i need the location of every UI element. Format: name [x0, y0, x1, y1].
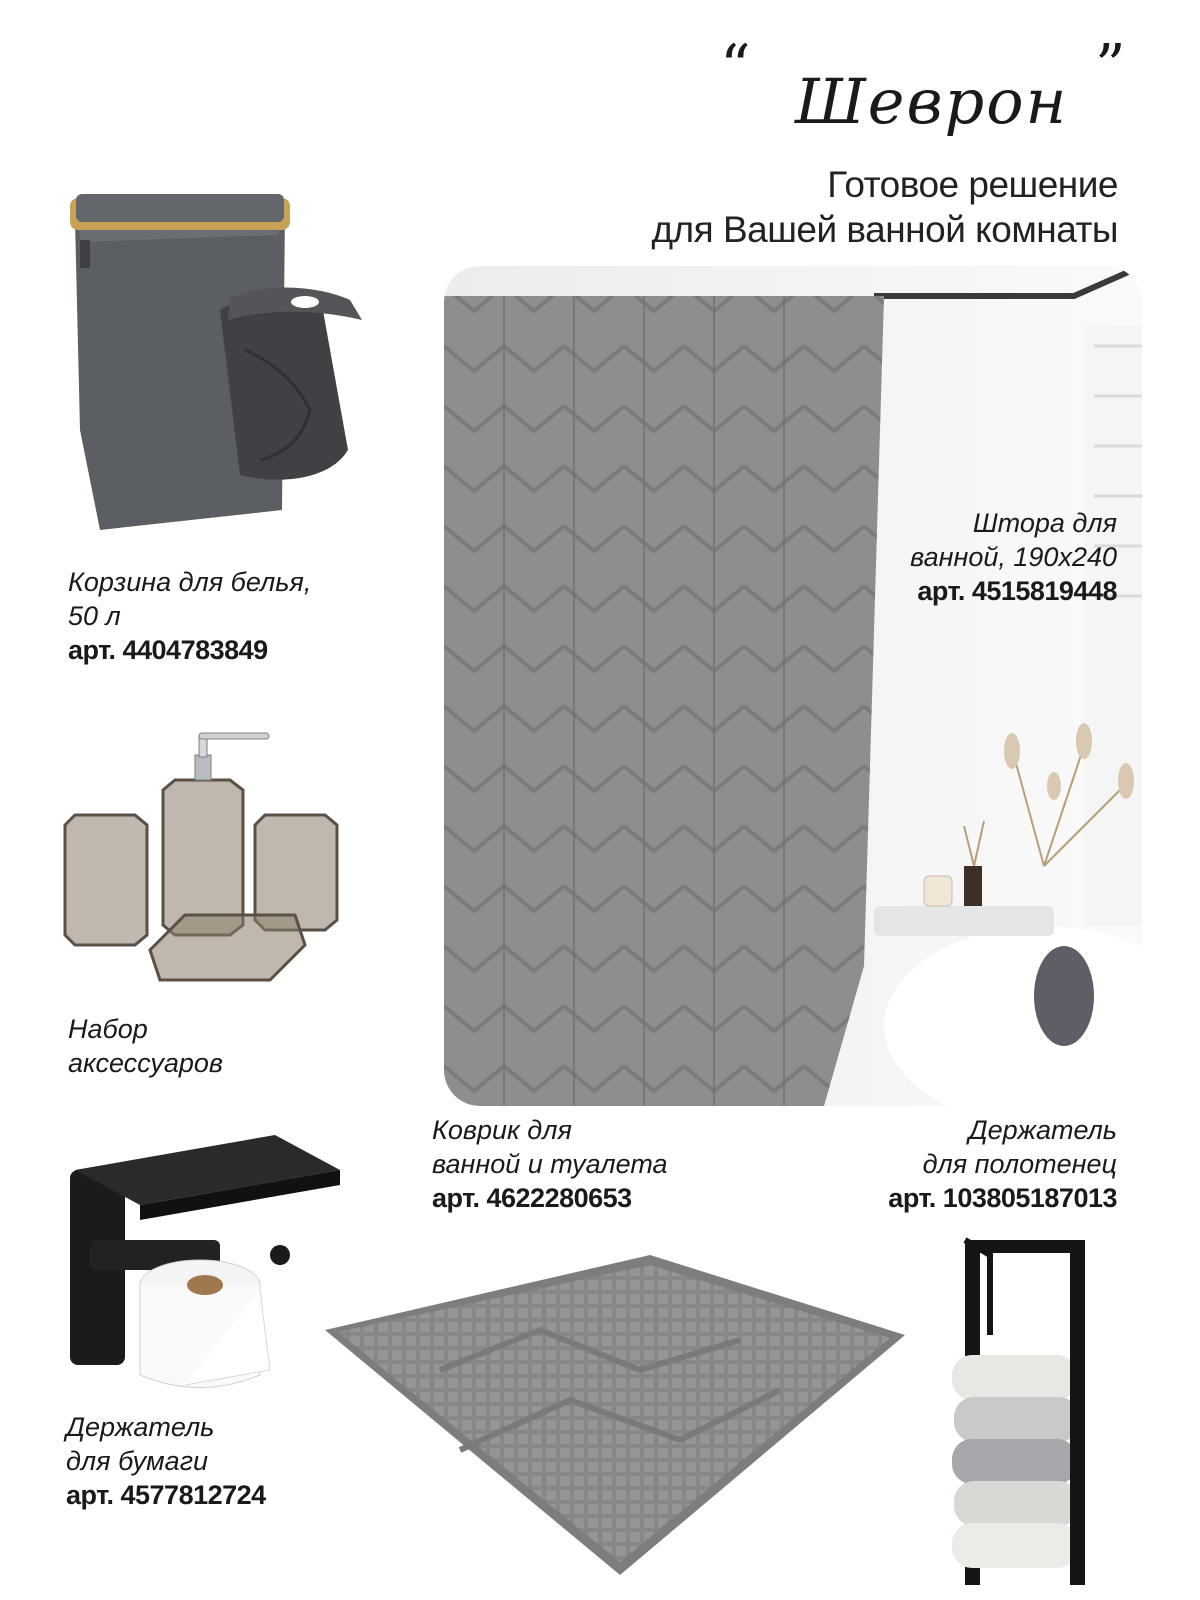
accessories-caption [68, 1012, 368, 1080]
hamper-title-line2: 50 л [68, 601, 121, 631]
curtain-title-line1: Штора для [972, 508, 1117, 538]
curtain-sku: арт. 4515819448 [917, 576, 1117, 606]
paper-holder-title-line1: Держатель [66, 1412, 215, 1442]
tagline-line-2: для Вашей ванной комнаты [651, 209, 1118, 250]
curtain-caption [760, 506, 1117, 608]
quote-open: “ [720, 32, 751, 102]
curtain-title-line2: ванной, 190х240 [910, 542, 1117, 572]
accessories-title-line2: аксессуаров [68, 1048, 224, 1078]
mat-sku: арт. 4622280653 [432, 1183, 632, 1213]
paper-holder-sku: арт. 4577812724 [66, 1480, 266, 1510]
accessories-title-line1: Набор [68, 1014, 148, 1044]
brand-logo [710, 25, 1130, 160]
accessories-image [55, 720, 365, 1000]
hamper-image [60, 180, 380, 550]
towel-holder-image [940, 1235, 1115, 1590]
hamper-caption [68, 565, 388, 667]
mat-title-line2: ванной и туалета [432, 1149, 668, 1179]
mat-caption [432, 1113, 792, 1215]
paper-holder-title-line2: для бумаги [66, 1446, 209, 1476]
towel-holder-caption [800, 1113, 1117, 1215]
curtain-photo [444, 266, 1142, 1106]
quote-close: ” [1095, 32, 1126, 102]
bath-mat-image [320, 1250, 910, 1580]
towel-holder-title-line1: Держатель [968, 1115, 1117, 1145]
tagline-line-1: Готовое решение [827, 164, 1118, 205]
hamper-sku: арт. 4404783849 [68, 635, 268, 665]
tagline [651, 162, 1118, 252]
mat-title-line1: Коврик для [432, 1115, 572, 1145]
towel-holder-sku: арт. 103805187013 [888, 1183, 1117, 1213]
hamper-title-line1: Корзина для белья, [68, 567, 312, 597]
brand-name: Шеврон [795, 65, 1069, 138]
paper-holder-image [55, 1130, 355, 1400]
towel-holder-title-line2: для полотенец [922, 1149, 1117, 1179]
